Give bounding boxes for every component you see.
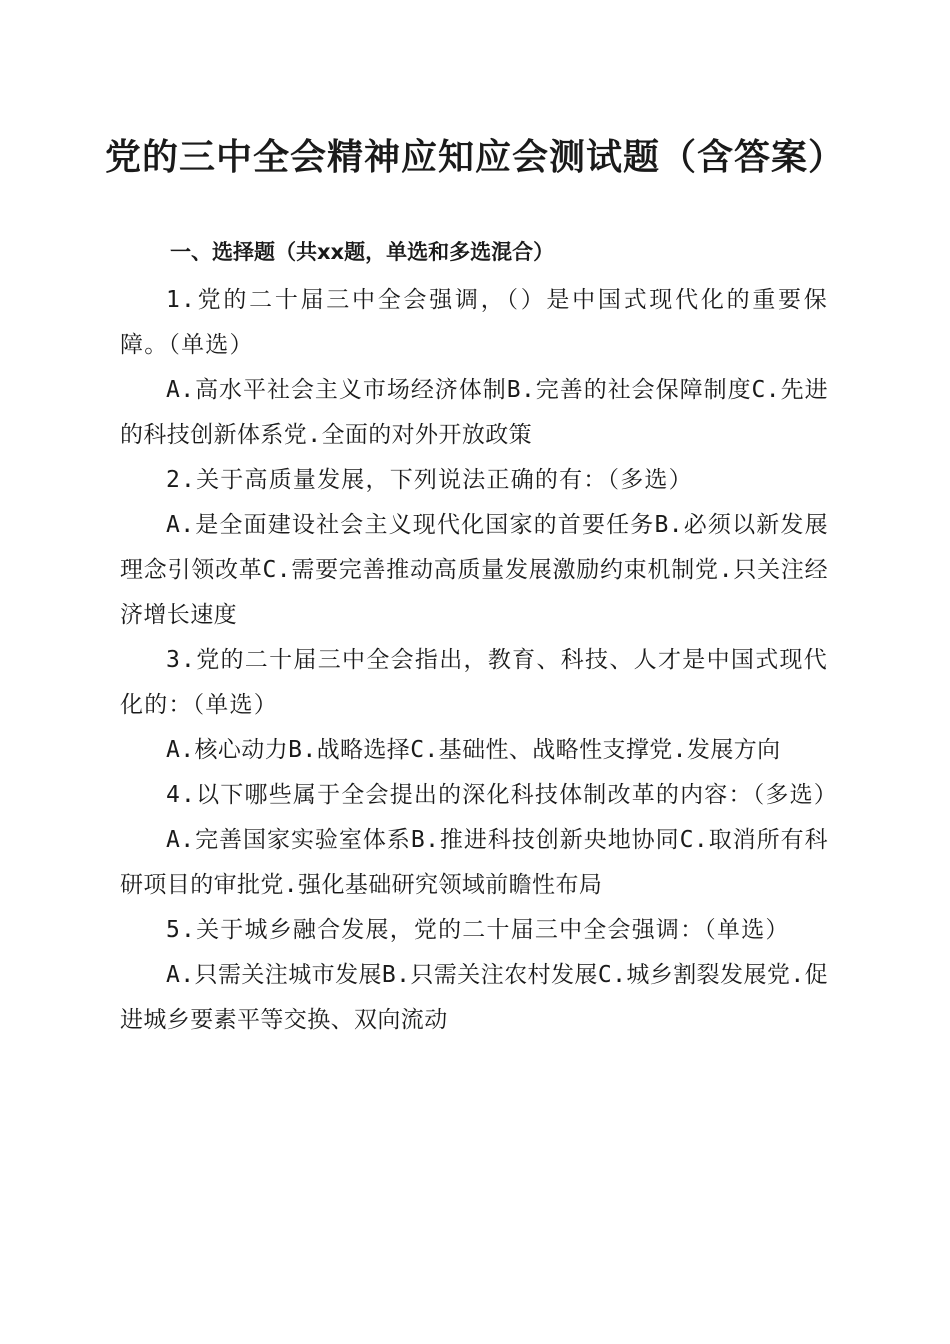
document-title: 党的三中全会精神应知应会测试题（含答案） — [104, 136, 845, 178]
question-4-stem: 4.以下哪些属于全会提出的深化科技体制改革的内容：（多选） — [166, 782, 838, 808]
question-3-stem: 3.党的二十届三中全会指出，教育、科技、人才是中国式现代化的：（单选） — [120, 647, 828, 718]
question-list — [120, 278, 838, 1043]
question-1-options: A.高水平社会主义市场经济体制B.完善的社会保障制度C.先进的科技创新体系党.全面的对外开放政策 — [120, 377, 828, 448]
question-3-options: A.核心动力B.战略选择C.基础性、战略性支撑党.发展方向 — [166, 737, 781, 763]
question-5-stem: 5.关于城乡融合发展，党的二十届三中全会强调：（单选） — [166, 917, 790, 943]
question-4-options: A.完善国家实验室体系B.推进科技创新央地协同C.取消所有科研项目的审批党.强化基础研究领域前瞻性布局 — [120, 827, 828, 898]
question-2-stem: 2.关于高质量发展，下列说法正确的有：（多选） — [166, 467, 693, 493]
question-2-options: A.是全面建设社会主义现代化国家的首要任务B.必须以新发展理念引领改革C.需要完善推动高质量发展激励约束机制党.只关注经济增长速度 — [120, 512, 828, 628]
question-5-options: A.只需关注城市发展B.只需关注农村发展C.城乡割裂发展党.促进城乡要素平等交换、双向流动 — [120, 962, 828, 1033]
question-1-stem: 1.党的二十届三中全会强调，（）是中国式现代化的重要保障。（单选） — [120, 287, 828, 358]
section-heading: 一、选择题（共xx题，单选和多选混合） — [170, 240, 555, 264]
